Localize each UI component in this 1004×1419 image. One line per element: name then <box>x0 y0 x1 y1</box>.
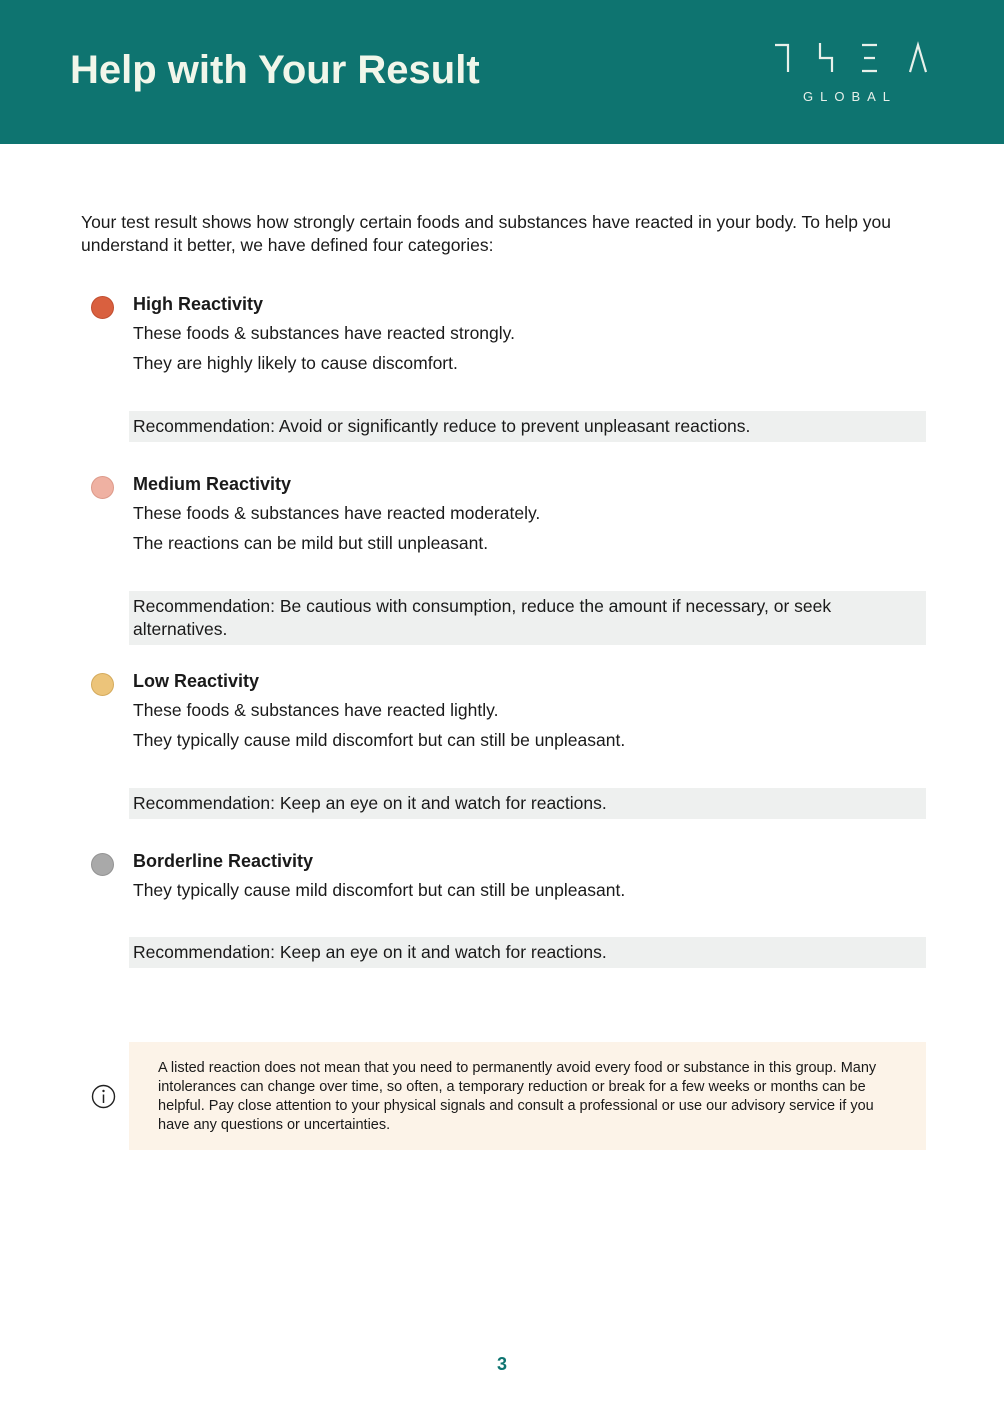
intro-text: Your test result shows how strongly certain foods and substances have reacted in your body. To help you understand it better, we have defined four categories: <box>81 212 892 255</box>
category-title: High Reactivity <box>133 294 264 314</box>
category-line: These foods & substances have reacted moderately. <box>133 503 541 523</box>
high-reactivity-dot-icon <box>91 296 114 319</box>
category-title: Low Reactivity <box>133 671 260 691</box>
category-title: Borderline Reactivity <box>133 851 314 871</box>
low-reactivity-dot-icon <box>91 673 114 696</box>
header-bar <box>0 0 1004 144</box>
category-line: The reactions can be mild but still unpleasant. <box>133 533 489 553</box>
category-line: They typically cause mild discomfort but can still be unpleasant. <box>133 730 626 750</box>
recommendation-box: Recommendation: Avoid or significantly reduce to prevent unpleasant reactions. <box>129 411 926 442</box>
borderline-reactivity-dot-icon <box>91 853 114 876</box>
page-title: Help with Your Result <box>70 48 480 92</box>
info-icon <box>91 1084 116 1109</box>
category-title: Medium Reactivity <box>133 474 292 494</box>
logo-subtext: GLOBAL <box>803 89 898 104</box>
recommendation-box: Recommendation: Keep an eye on it and watch for reactions. <box>129 937 926 968</box>
category-line: They typically cause mild discomfort but can still be unpleasant. <box>133 880 626 900</box>
category-line: These foods & substances have reacted strongly. <box>133 323 515 343</box>
recommendation-box: Recommendation: Keep an eye on it and watch for reactions. <box>129 788 926 819</box>
category-line: These foods & substances have reacted lightly. <box>133 700 499 720</box>
page-number: 3 <box>496 1354 507 1374</box>
medium-reactivity-dot-icon <box>91 476 114 499</box>
category-line: They are highly likely to cause discomfort. <box>133 353 458 373</box>
info-note: A listed reaction does not mean that you need to permanently avoid every food or substance in this group. Many intolerances can change over time, so often, a temporary reduction or break for a few weeks or months can be helpful. Pay close attention to your physical signals and consult a professional or use our advisory service if you have any questions or uncertainties. <box>129 1042 926 1150</box>
recommendation-box: Recommendation: Be cautious with consumption, reduce the amount if necessary, or seek alternatives. <box>129 591 926 645</box>
